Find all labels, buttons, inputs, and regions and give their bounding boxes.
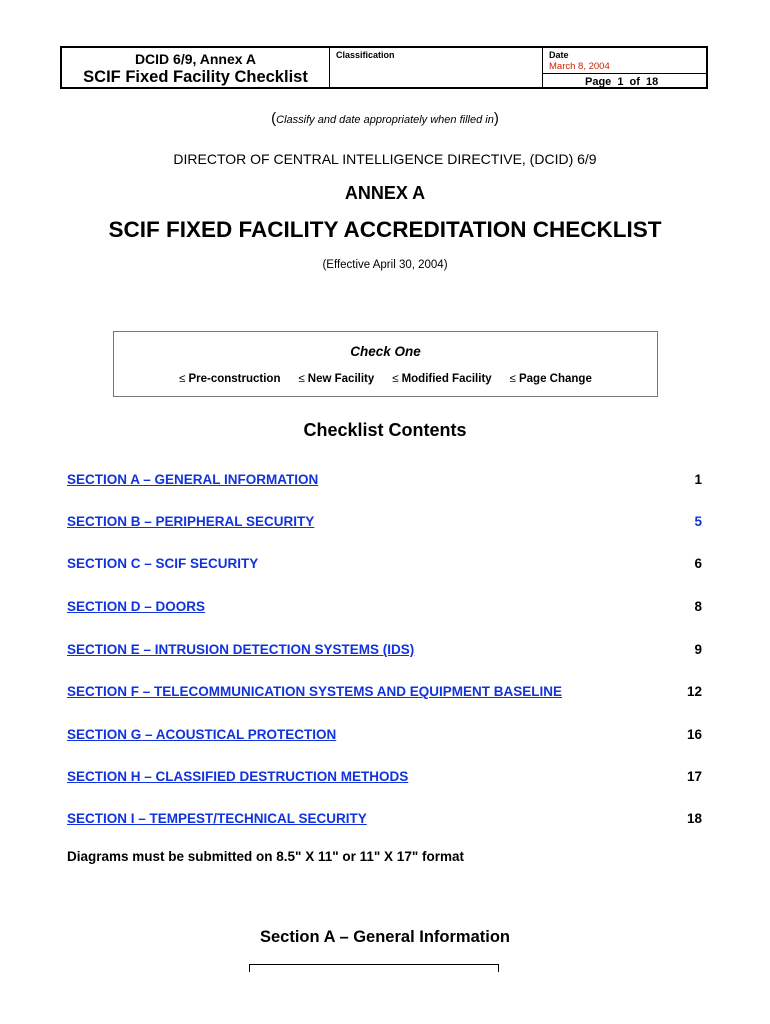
page-indicator: Page 1 of 18: [543, 73, 706, 90]
option-label: Pre-construction: [188, 373, 281, 385]
effective-date: (Effective April 30, 2004): [322, 259, 448, 271]
toc-page-number: 17: [686, 769, 702, 784]
check-one-title: Check One: [350, 344, 421, 359]
toc-link-section-g[interactable]: SECTION G – ACOUSTICAL PROTECTION: [67, 727, 337, 742]
header-date-cell: [543, 48, 706, 87]
checkbox-symbol-icon[interactable]: ≤: [392, 373, 399, 385]
checkbox-symbol-icon[interactable]: ≤: [509, 373, 516, 385]
toc-page-number[interactable]: 5: [694, 514, 702, 529]
classify-note-text: Classify and date appropriately when filled in: [276, 114, 494, 126]
date-value: March 8, 2004: [549, 61, 610, 72]
toc-page-number: 6: [694, 556, 702, 571]
section-a-heading: Section A – General Information: [260, 928, 510, 946]
toc-page-number: 8: [694, 599, 702, 614]
check-one-box: [113, 331, 658, 397]
diagram-note: Diagrams must be submitted on 8.5" X 11" or 11" X 17" format: [67, 849, 464, 864]
option-label: Modified Facility: [401, 373, 492, 385]
classification-label: Classification: [336, 50, 395, 60]
option-new-facility[interactable]: [298, 373, 374, 385]
toc-row-section-h: [67, 769, 702, 789]
toc-link-section-b[interactable]: SECTION B – PERIPHERAL SECURITY: [67, 514, 315, 529]
header-classification-cell: [330, 48, 543, 87]
toc-row-section-a: [67, 472, 702, 492]
toc-row-section-e: [67, 642, 702, 662]
option-modified-facility[interactable]: [392, 373, 491, 385]
check-one-options: [114, 373, 657, 385]
toc-link-section-a[interactable]: SECTION A – GENERAL INFORMATION: [67, 472, 319, 487]
option-pre-construction[interactable]: [179, 373, 280, 385]
page-cutoff: [0, 972, 770, 1024]
directive-line: DIRECTOR OF CENTRAL INTELLIGENCE DIRECTIVE, (DCID) 6/9: [173, 151, 597, 167]
option-label: Page Change: [518, 373, 592, 385]
toc-page-number: 18: [686, 811, 702, 826]
option-label: New Facility: [307, 373, 375, 385]
toc-page-number: 1: [694, 472, 702, 487]
toc-row-section-b: [67, 514, 702, 534]
toc-link-section-d[interactable]: SECTION D – DOORS: [67, 599, 206, 614]
toc-row-section-c: [67, 556, 702, 576]
classify-note-close-paren: ): [493, 110, 499, 127]
toc-row-section-i: [67, 811, 702, 831]
doc-name: SCIF Fixed Facility Checklist: [83, 68, 308, 86]
toc-link-section-e[interactable]: SECTION E – INTRUSION DETECTION SYSTEMS (IDS): [67, 642, 415, 657]
toc-link-section-f[interactable]: SECTION F – TELECOMMUNICATION SYSTEMS AND EQUIPMENT BASELINE: [67, 684, 563, 699]
annex-heading: ANNEX A: [344, 183, 426, 203]
date-label: Date: [549, 50, 569, 60]
toc-row-section-f: [67, 684, 702, 704]
option-page-change[interactable]: [510, 373, 592, 385]
toc-link-section-i[interactable]: SECTION I – TEMPEST/TECHNICAL SECURITY: [67, 811, 367, 826]
checkbox-symbol-icon[interactable]: ≤: [298, 373, 305, 385]
header-title-cell: [62, 48, 330, 87]
toc-row-section-g: [67, 727, 702, 747]
toc-link-section-h[interactable]: SECTION H – CLASSIFIED DESTRUCTION METHODS: [67, 769, 409, 784]
classify-note-open-paren: (: [271, 110, 277, 127]
toc-page-number: 9: [694, 642, 702, 657]
toc-page-number: 16: [686, 727, 702, 742]
contents-heading: Checklist Contents: [303, 420, 467, 440]
doc-id: DCID 6/9, Annex A: [134, 51, 257, 67]
toc-link-section-c[interactable]: SECTION C – SCIF SECURITY: [67, 556, 259, 571]
toc-page-number: 12: [686, 684, 702, 699]
document-header: [60, 46, 708, 89]
checkbox-symbol-icon[interactable]: ≤: [179, 373, 186, 385]
toc-row-section-d: [67, 599, 702, 619]
page-title: SCIF FIXED FACILITY ACCREDITATION CHECKLIST: [108, 217, 662, 242]
classify-note: [0, 110, 770, 127]
